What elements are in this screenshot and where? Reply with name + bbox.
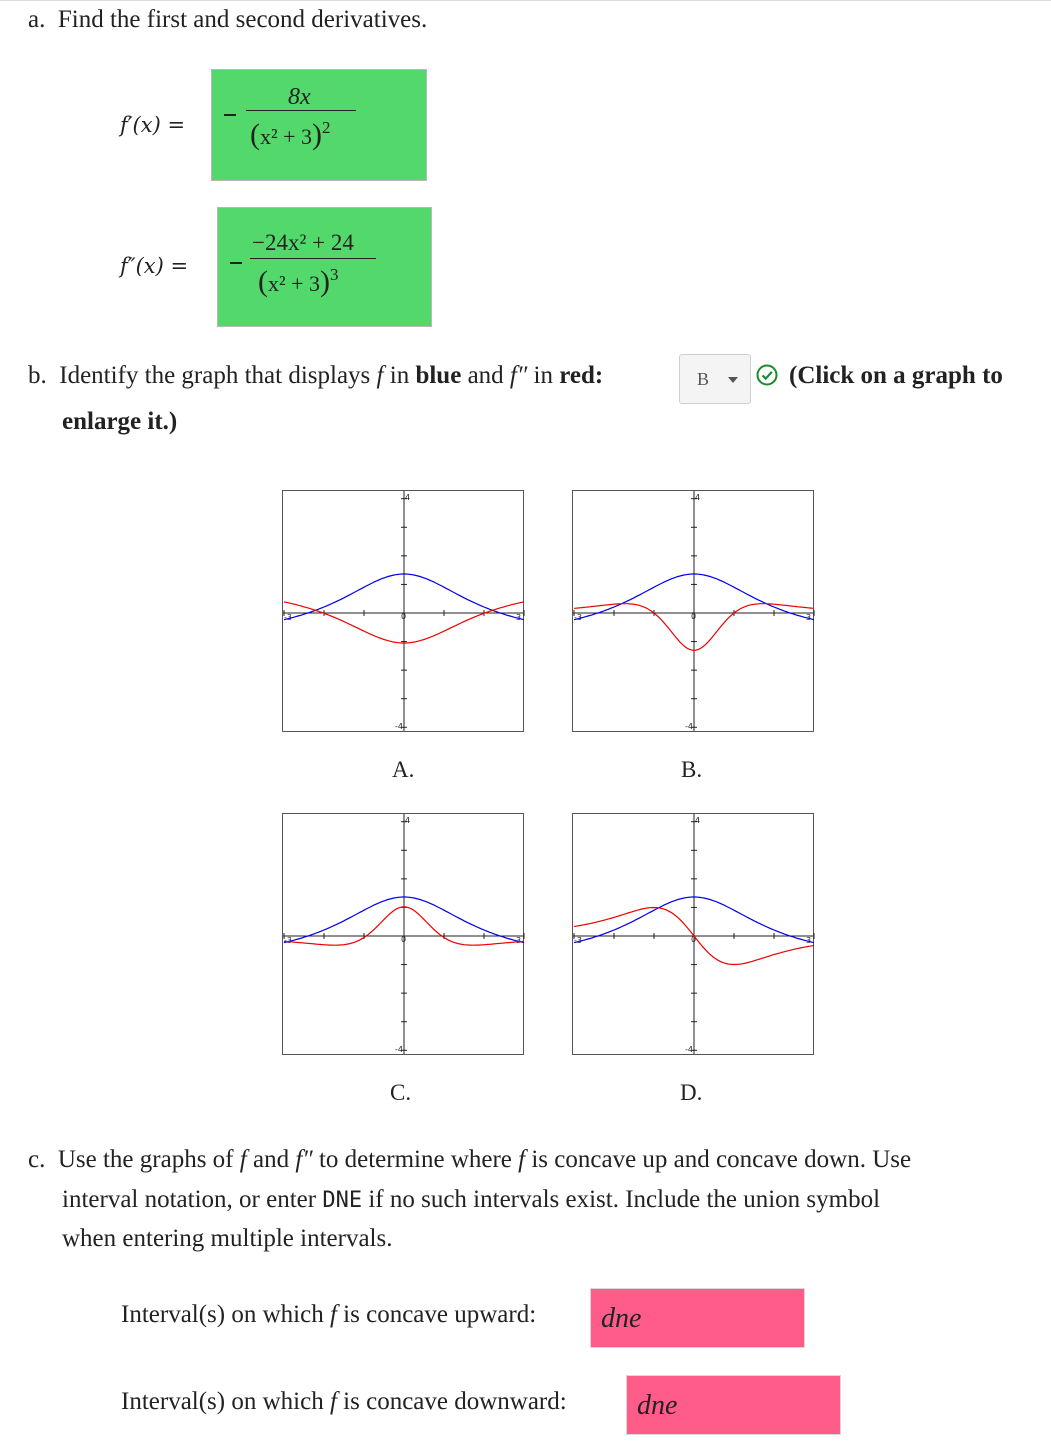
fdprime-label: f″(x) =: [120, 254, 189, 278]
concave-up-input[interactable]: dne: [590, 1288, 805, 1348]
graph-a[interactable]: [282, 490, 524, 732]
concave-up-label-b: is concave upward:: [343, 1301, 537, 1328]
concave-down-label-f: f: [329, 1388, 337, 1415]
graph-d-caption: D.: [680, 1080, 703, 1105]
fdp-symbol: f″: [509, 362, 528, 389]
graph-a-plot: [283, 491, 525, 733]
part-c-line2: [62, 1186, 880, 1214]
fdprime-answer-box[interactable]: [217, 207, 432, 327]
y-min-label: -4: [395, 1045, 403, 1054]
x-min-label: -3: [284, 936, 292, 945]
part-c-line2-a: interval notation, or enter: [62, 1186, 317, 1213]
y-min-label: -4: [685, 1045, 693, 1054]
fprime-answer-box[interactable]: [211, 69, 427, 181]
concave-down-label-a: Interval(s) on which: [121, 1388, 324, 1415]
part-c-line2-b: if no such intervals exist. Include the union symbol: [368, 1186, 881, 1213]
part-b-line1: [28, 362, 603, 390]
part-c-text-a: Use the graphs of: [57, 1146, 234, 1173]
graph-c[interactable]: [282, 813, 524, 1055]
f-symbol: f: [376, 362, 384, 389]
fprime-numerator: 8x: [288, 84, 311, 110]
fprime-denominator: $(x^2 + 3)^2$: [250, 117, 331, 151]
graph-answer-select[interactable]: [679, 354, 751, 404]
part-c-line3: when entering multiple intervals.: [62, 1225, 393, 1252]
part-b-letter: b.: [28, 362, 47, 389]
y-max-label: 4: [405, 493, 411, 502]
concave-down-input[interactable]: dne: [626, 1375, 841, 1435]
fdprime-fraction-bar: [250, 258, 376, 259]
part-c-f2: f: [518, 1146, 526, 1173]
graph-c-caption: C.: [390, 1080, 412, 1105]
fdprime-numerator: −24x² + 24: [252, 230, 354, 255]
x-max-label: 3: [516, 613, 522, 622]
concave-down-label: [121, 1388, 567, 1416]
graph-b-plot: [573, 491, 815, 733]
y-max-label: 4: [695, 816, 701, 825]
concave-up-label-f: f: [329, 1301, 337, 1328]
part-b-and: and: [467, 362, 504, 389]
y-min-label: -4: [395, 722, 403, 731]
x-min-label: -3: [574, 613, 582, 622]
concave-up-label: [121, 1301, 536, 1329]
fprime-label: f′(x) =: [120, 113, 186, 137]
concave-down-label-b: is concave downward:: [343, 1388, 567, 1415]
part-c-f: f: [239, 1146, 247, 1173]
y-max-label: 4: [695, 493, 701, 502]
top-divider: [0, 0, 1051, 1]
part-a-letter: a.: [28, 6, 46, 33]
red-word: red:: [559, 362, 604, 389]
graph-a-caption: A.: [392, 757, 415, 782]
origin-label: 0: [401, 935, 407, 944]
fdprime-minus-sign: [230, 262, 242, 264]
part-c-line1: [28, 1146, 911, 1174]
origin-label: 0: [401, 612, 407, 621]
graph-b[interactable]: [572, 490, 814, 732]
part-c-text-b: and: [252, 1146, 290, 1173]
part-a-text: Find the first and second derivatives.: [57, 6, 428, 33]
x-max-label: 3: [516, 936, 522, 945]
click-note-1: (Click on a graph to: [789, 362, 1003, 389]
chevron-down-icon: [728, 377, 738, 383]
graph-c-plot: [283, 814, 525, 1056]
origin-label: 0: [691, 612, 697, 621]
part-a-heading: [28, 6, 427, 34]
blue-word: blue: [415, 362, 462, 389]
fdprime-denominator: $(x^2 + 3)^3$: [258, 264, 339, 298]
part-b-in-1: in: [389, 362, 410, 389]
correct-check-icon: [756, 364, 778, 386]
x-min-label: -3: [284, 613, 292, 622]
part-b-in-2: in: [533, 362, 553, 389]
concave-up-label-a: Interval(s) on which: [121, 1301, 324, 1328]
y-min-label: -4: [685, 722, 693, 731]
origin-label: 0: [691, 935, 697, 944]
part-c-fdp: f″: [295, 1146, 313, 1173]
x-max-label: 3: [806, 936, 812, 945]
fprime-minus-sign: [224, 114, 236, 116]
click-note-2: enlarge it.): [62, 408, 178, 435]
x-min-label: -3: [574, 936, 582, 945]
part-c-text-c: to determine where: [318, 1146, 512, 1173]
graph-d[interactable]: [572, 813, 814, 1055]
selected-option: B: [697, 369, 710, 389]
graph-d-plot: [573, 814, 815, 1056]
part-c-letter: c.: [28, 1146, 46, 1173]
part-c-text-d: is concave up and concave down. Use: [531, 1146, 912, 1173]
graph-b-caption: B.: [681, 757, 703, 782]
part-b-text: Identify the graph that displays: [59, 362, 371, 389]
x-max-label: 3: [806, 613, 812, 622]
dne-keyword: DNE: [322, 1188, 363, 1213]
y-max-label: 4: [405, 816, 411, 825]
